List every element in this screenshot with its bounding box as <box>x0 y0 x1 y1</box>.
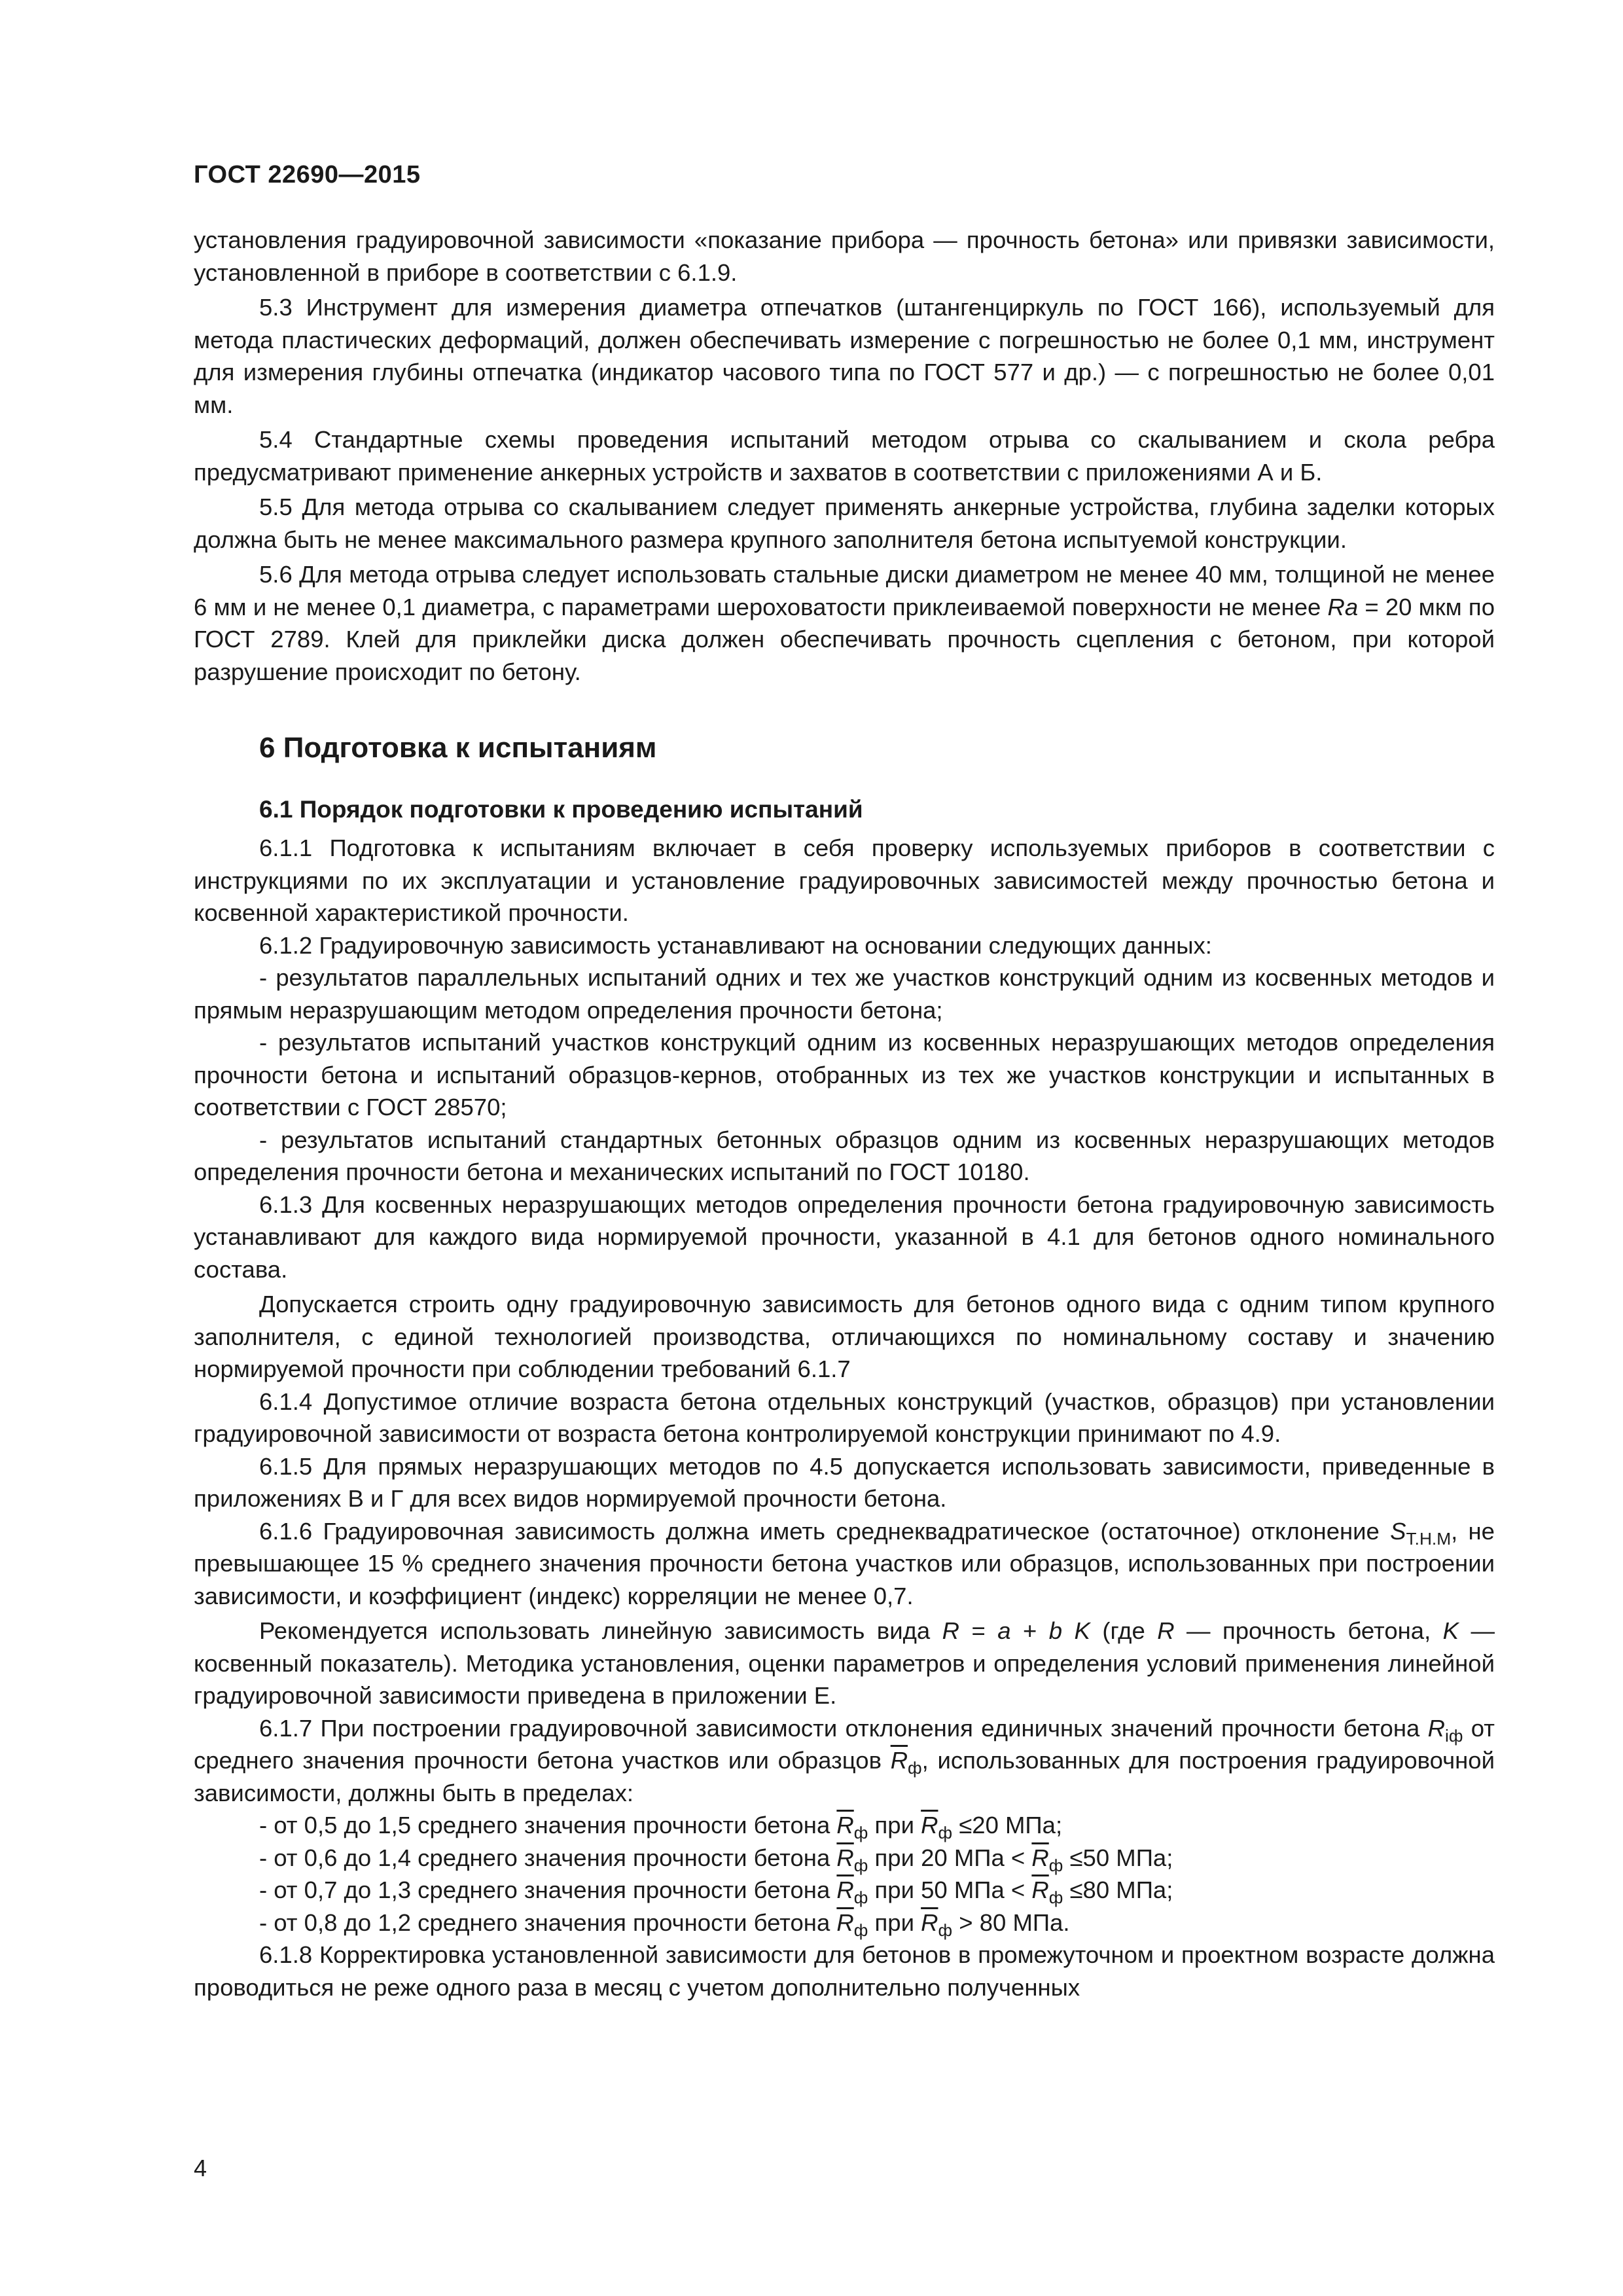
r-i-symbol: R <box>1427 1714 1445 1742</box>
rec-text-2: (где <box>1090 1617 1158 1644</box>
document-header: ГОСТ 22690—2015 <box>194 161 421 188</box>
paragraph-6-1-8: 6.1.8 Корректировка установленной зависимости для бетонов в промежуточном и проектном возрасте должна проводиться не реже одного раза в месяц с учетом дополнительно полученных <box>194 1941 1495 2001</box>
range-text-post: ≤20 МПа; <box>952 1812 1063 1839</box>
k-symbol-2: K <box>1442 1617 1459 1644</box>
paragraph-5-6-text-a: 5.6 Для метода отрыва следует использовать стальные диски диаметром не менее 40 мм, толщиной не менее 6 мм и не менее 0,1 диаметра, с параметрами шероховатости приклеиваемой поверхности не менее <box>194 561 1495 620</box>
r-mean-symbol: $\overline{R}$ <box>836 1812 854 1839</box>
document-body <box>194 224 1495 2003</box>
r-mean-subscript: ф <box>938 1920 953 1940</box>
r-mean-symbol: $\overline{R}$ <box>890 1747 908 1774</box>
paragraph-continuation: установления градуировочной зависимости «показание прибора — прочность бетона» или привязки зависимости, установленной в приборе в соответствии с 6.1.9. <box>194 226 1495 286</box>
paragraph-6-1-6-recommendation <box>194 1615 1495 1712</box>
range-text-mid: при <box>868 1909 921 1936</box>
rec-plus: + <box>1010 1617 1049 1644</box>
list-item-6-1-2-b: - результатов испытаний участков конструкций одним из косвенных неразрушающих методов определения прочности бетона и испытаний образцов-кернов, отобранных из тех же участков конструкции и испытанных в соответствии с ГОСТ 28570; <box>194 1029 1495 1121</box>
rec-space <box>1062 1617 1074 1644</box>
paragraph-5-6-text-b: = 20 мкм по ГОСТ 2789. Клей для приклейки диска должен обеспечивать прочность сцепления с бетоном, при которой разрушение происходит по бетону. <box>194 593 1495 685</box>
r-mean-subscript: ф <box>1048 1887 1063 1907</box>
paragraph-6-1-6 <box>194 1515 1495 1613</box>
paragraph-6-1-3-b: Допускается строить одну градуировочную зависимость для бетонов одного вида с одним типом крупного заполнителя, с единой технологией производства, отличающихся по номинальному составу и значению нормируемой прочности при соблюдении требований 6.1.7 <box>194 1291 1495 1382</box>
r-mean-subscript: ф <box>853 1887 868 1907</box>
list-item-6-1-7 <box>194 1874 1495 1907</box>
subsection-6-1-title: 6.1 Порядок подготовки к проведению испытаний <box>259 796 863 823</box>
paragraph-6-1-1: 6.1.1 Подготовка к испытаниям включает в себя проверку используемых приборов в соответствии с инструкциями по их эксплуатации и установление градуировочных зависимостей между прочностью бетона и косвенной характеристикой прочности. <box>194 834 1495 926</box>
s-subscript: Т.Н.М <box>1406 1528 1452 1549</box>
paragraph-6-1-7 <box>194 1712 1495 1810</box>
r-mean-subscript: ф <box>938 1822 953 1842</box>
range-text-post: ≤80 МПа; <box>1063 1876 1173 1903</box>
rec-eq: = <box>959 1617 998 1644</box>
r-symbol-2: R <box>1157 1617 1175 1644</box>
r-mean-subscript: ф <box>908 1757 922 1778</box>
r-mean-symbol: $\overline{R}$ <box>836 1909 854 1936</box>
ra-symbol: Ra <box>1327 593 1359 620</box>
paragraph-6-1-7-text-b: от среднего значения прочности бетона участков или образцов <box>194 1714 1495 1774</box>
page-number: 4 <box>194 2155 207 2181</box>
list-item-6-1-7 <box>194 1907 1495 1939</box>
r-mean-subscript: ф <box>853 1822 868 1842</box>
rec-text-1: Рекомендуется использовать линейную зависимость вида <box>259 1617 942 1644</box>
paragraph-6-1-6-text-a: 6.1.6 Градуировочная зависимость должна иметь среднеквадратическое (остаточное) отклонение <box>259 1517 1391 1545</box>
range-text-pre: - от 0,6 до 1,4 среднего значения прочности бетона <box>259 1844 837 1871</box>
range-text-post: ≤50 МПа; <box>1063 1844 1173 1871</box>
r-symbol: R <box>942 1617 959 1644</box>
paragraph-6-1-6-text-b: , не превышающее 15 % среднего значения прочности бетона участков или образцов, использованных при построении зависимости, и коэффициент (индекс) корреляции не менее 0,7. <box>194 1517 1495 1609</box>
range-text-pre: - от 0,8 до 1,2 среднего значения прочности бетона <box>259 1909 837 1936</box>
list-6-1-7 <box>194 1809 1495 1939</box>
paragraph-6-1-5: 6.1.5 Для прямых неразрушающих методов по 4.5 допускается использовать зависимости, приведенные в приложениях В и Г для всех видов нормируемой прочности бетона. <box>194 1452 1495 1512</box>
r-mean-symbol: $\overline{R}$ <box>1031 1844 1049 1871</box>
r-mean-subscript: ф <box>853 1855 868 1875</box>
paragraph-6-1-7-text-c: , использованных для построения градуировочной зависимости, должны быть в пределах: <box>194 1747 1495 1806</box>
list-item-6-1-7 <box>194 1842 1495 1874</box>
paragraph-5-6 <box>194 558 1495 688</box>
section-6-title: 6 Подготовка к испытаниям <box>259 732 657 764</box>
paragraph-5-5: 5.5 Для метода отрыва со скалыванием следует применять анкерные устройства, глубина заделки которых должна быть не менее максимального размера крупного заполнителя бетона испытуемой конструкции. <box>194 493 1495 553</box>
a-symbol: a <box>997 1617 1011 1644</box>
paragraph-5-3: 5.3 Инструмент для измерения диаметра отпечатков (штангенциркуль по ГОСТ 166), используемый для метода пластических деформаций, должен обеспечивать измерение с погрешностью не более 0,1 мм, инструмент для измерения глубины отпечатка (индикатор часового типа по ГОСТ 577 и др.) — с погрешностью не более 0,01 мм. <box>194 294 1495 418</box>
range-text-post: > 80 МПа. <box>952 1909 1070 1936</box>
range-text-pre: - от 0,5 до 1,5 среднего значения прочности бетона <box>259 1812 837 1839</box>
list-item-6-1-2-c: - результатов испытаний стандартных бетонных образцов одним из косвенных неразрушающих методов определения прочности бетона и механических испытаний по ГОСТ 10180. <box>194 1126 1495 1185</box>
r-mean-symbol: $\overline{R}$ <box>921 1812 938 1839</box>
r-mean-symbol: $\overline{R}$ <box>836 1876 854 1903</box>
s-symbol: S <box>1390 1517 1406 1545</box>
paragraph-6-1-4: 6.1.4 Допустимое отличие возраста бетона отдельных конструкций (участков, образцов) при установлении градуировочной зависимости от возраста бетона контролируемой конструкции принимают по 4.9. <box>194 1388 1495 1447</box>
r-mean-symbol: $\overline{R}$ <box>836 1844 854 1871</box>
k-symbol: K <box>1074 1617 1090 1644</box>
list-item-6-1-2-a: - результатов параллельных испытаний одних и тех же участков конструкций одним из косвенных методов и прямым неразрушающим методом определения прочности бетона; <box>194 964 1495 1024</box>
paragraph-6-1-3: 6.1.3 Для косвенных неразрушающих методов определения прочности бетона градуировочную зависимость устанавливают для каждого вида нормируемой прочности, указанной в 4.1 для бетонов одного номинального состава. <box>194 1191 1495 1283</box>
r-mean-subscript: ф <box>853 1920 868 1940</box>
rec-text-4: — косвенный показатель). Методика установления, оценки параметров и определения условий применения линейной градуировочной зависимости приведена в приложении Е. <box>194 1617 1495 1709</box>
b-symbol: b <box>1048 1617 1063 1644</box>
range-text-mid: при 20 МПа < <box>868 1844 1032 1871</box>
range-text-pre: - от 0,7 до 1,3 среднего значения прочности бетона <box>259 1876 837 1903</box>
range-text-mid: при <box>868 1812 921 1839</box>
paragraph-6-1-2: 6.1.2 Градуировочную зависимость устанавливают на основании следующих данных: <box>259 931 1212 959</box>
paragraph-5-4: 5.4 Стандартные схемы проведения испытаний методом отрыва со скалыванием и скола ребра предусматривают применение анкерных устройств и захватов в соответствии с приложениями А и Б. <box>194 426 1495 486</box>
r-mean-symbol: $\overline{R}$ <box>921 1909 938 1936</box>
r-mean-subscript: ф <box>1048 1855 1063 1875</box>
paragraph-6-1-7-text-a: 6.1.7 При построении градуировочной зависимости отклонения единичных значений прочности бетона <box>259 1714 1428 1742</box>
r-i-subscript: iф <box>1445 1725 1463 1746</box>
rec-text-3: — прочность бетона, <box>1174 1617 1443 1644</box>
range-text-mid: при 50 МПа < <box>868 1876 1032 1903</box>
r-mean-symbol: $\overline{R}$ <box>1031 1876 1049 1903</box>
list-item-6-1-7 <box>194 1809 1495 1842</box>
